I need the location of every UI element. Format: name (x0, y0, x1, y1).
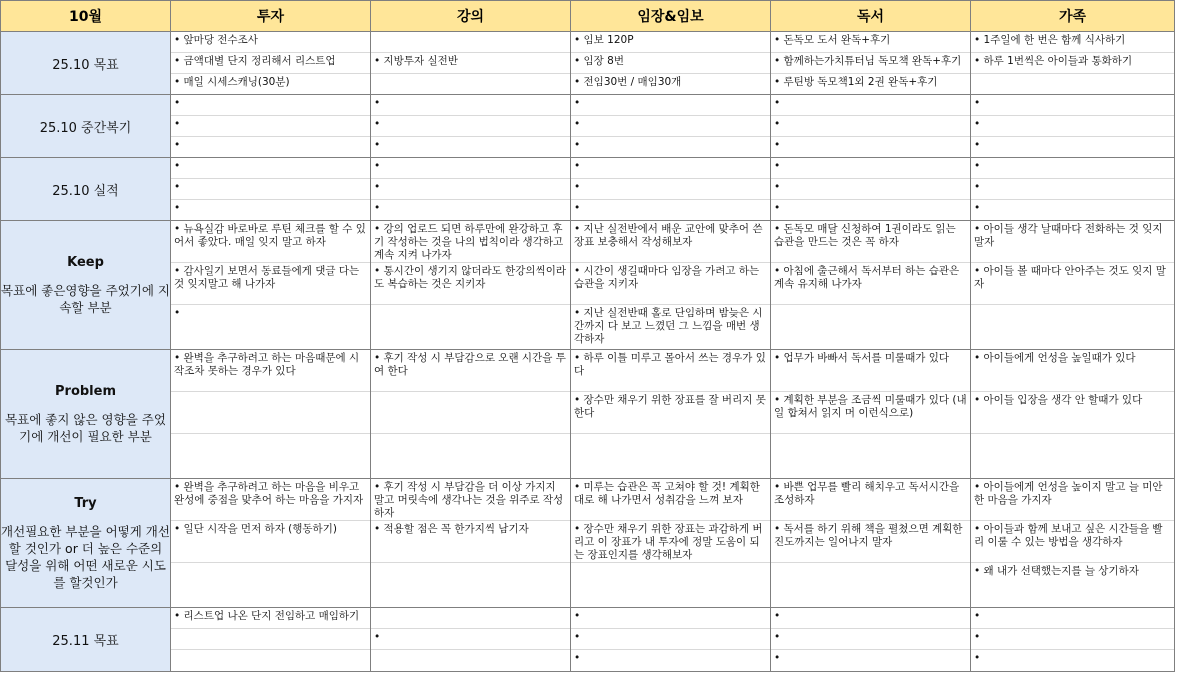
cell-line: • 앞마당 전수조사 (171, 32, 370, 53)
cell-line: • 하루 1번씩은 아이들과 통화하기 (971, 53, 1174, 74)
cell-line: • 적용할 점은 꼭 한가지씩 남기자 (371, 521, 570, 563)
cell-line: • 일단 시작을 먼저 하자 (행동하기) (171, 521, 370, 563)
cell-line (171, 650, 370, 671)
cell-line: • (171, 95, 370, 116)
cell-line: • 후기 작성 시 부담감으로 오랜 시간을 투여 한다 (371, 350, 570, 392)
cell-line: • (171, 116, 370, 137)
cell-line: • (371, 179, 570, 200)
cell-result-family[interactable] (971, 158, 1175, 221)
cell-line: • 아이들 입장을 생각 안 할때가 있다 (971, 392, 1174, 434)
cell-line (971, 305, 1174, 349)
cell-line: • 임장 8번 (571, 53, 770, 74)
cell-keep-reading[interactable] (771, 221, 971, 350)
cell-line: • 완벽을 추구하려고 하는 마음때문에 시작조차 못하는 경우가 있다 (171, 350, 370, 392)
cell-line: • (574, 652, 581, 664)
cell-mid-family[interactable] (971, 95, 1175, 158)
cell-line: • 1주일에 한 번은 함께 식사하기 (971, 32, 1174, 53)
cell-line: • (571, 629, 770, 650)
cell-goal-invest[interactable] (171, 32, 371, 95)
row-description: 개선필요한 부분을 어떻게 개선할 것인가 or 더 높은 수준의 달성을 위해 어떤 새로운 시도를 할것인가 (1, 523, 170, 590)
row-label-try[interactable] (1, 479, 171, 608)
cell-line: • (771, 608, 970, 629)
cell-problem-imjang[interactable] (571, 350, 771, 479)
cell-line: • 뉴욕실감 바로바로 루틴 체크를 할 수 있어서 좋았다. 매일 잊지 말고 하자 (171, 221, 370, 263)
cell-goal-family[interactable] (971, 32, 1175, 95)
cell-line: • 지방투자 실전반 (371, 53, 570, 74)
cell-line: • (774, 652, 781, 664)
cell-line: • (771, 95, 970, 116)
row-label-keep[interactable] (1, 221, 171, 350)
cell-line: • 리스트업 나온 단지 전임하고 매임하기 (171, 608, 370, 629)
row-keep (1, 221, 1175, 350)
cell-line: • 장수만 채우기 위한 장표는 과감하게 버리고 이 장표가 내 투자에 정말 도움이 되는 장표인지를 생각해보자 (571, 521, 770, 563)
cell-line (371, 32, 570, 53)
cell-keep-family[interactable] (971, 221, 1175, 350)
row-title: Problem (55, 383, 116, 399)
cell-result-imjang[interactable] (571, 158, 771, 221)
cell-line: • (571, 116, 770, 137)
cell-line (971, 74, 1174, 94)
cell-line: • (571, 158, 770, 179)
cell-try-imjang[interactable] (571, 479, 771, 608)
cell-line: • (971, 95, 1174, 116)
cell-problem-invest[interactable] (171, 350, 371, 479)
cell-line: • (771, 116, 970, 137)
cell-line: • (174, 202, 181, 214)
cell-line (771, 563, 970, 607)
cell-line: • 감사일기 보면서 동료들에게 댓글 다는 것 잊지말고 해 나가자 (171, 263, 370, 305)
row-mid (1, 95, 1175, 158)
row-label-mid[interactable] (1, 95, 171, 158)
cell-try-invest[interactable] (171, 479, 371, 608)
cell-line (371, 434, 570, 478)
cell-line: • (774, 139, 781, 151)
cell-mid-reading[interactable] (771, 95, 971, 158)
row-label-goal[interactable] (1, 32, 171, 95)
col-header-lecture[interactable]: 강의 (371, 1, 571, 32)
cell-next-imjang[interactable] (571, 608, 771, 672)
col-header-invest[interactable]: 투자 (171, 1, 371, 32)
cell-line: • (371, 116, 570, 137)
cell-line: • (174, 139, 181, 151)
cell-keep-imjang[interactable] (571, 221, 771, 350)
cell-line (971, 434, 1174, 478)
col-header-family[interactable]: 가족 (971, 1, 1175, 32)
cell-problem-family[interactable] (971, 350, 1175, 479)
cell-line (371, 563, 570, 607)
cell-line: • 아이들 생각 날때마다 전화하는 것 잊지 말자 (971, 221, 1174, 263)
col-header-reading[interactable]: 독서 (771, 1, 971, 32)
cell-line: • (571, 95, 770, 116)
cell-next-invest[interactable] (171, 608, 371, 672)
cell-line: • 후기 작성 시 부담감을 더 이상 가지지 말고 머릿속에 생각나는 것을 위주로 작성하자 (371, 479, 570, 521)
row-label-result[interactable] (1, 158, 171, 221)
cell-line: • 지난 실전반때 홀로 단임하며 밤늦은 시간까지 다 보고 느꼈던 그 느낌을 매번 생각하자 (574, 307, 763, 345)
row-label-text: 25.11 목표 (52, 634, 119, 649)
cell-line: • 지난 실전반에서 배운 교안에 맞추어 쓴 장표 보충해서 작성해보자 (571, 221, 770, 263)
cell-line: • (371, 95, 570, 116)
cell-line: • 업무가 바빠서 독서를 미룰때가 있다 (771, 350, 970, 392)
cell-line: • 임보 120P (571, 32, 770, 53)
cell-line: • 루틴방 독모책1외 2권 완독+후기 (774, 76, 938, 88)
row-label-text: 25.10 실적 (52, 183, 119, 199)
cell-line: • 아이들에게 언성을 높일때가 있다 (971, 350, 1174, 392)
cell-line (171, 434, 370, 478)
cell-line (371, 608, 570, 629)
cell-keep-lecture[interactable] (371, 221, 571, 350)
cell-goal-reading[interactable] (771, 32, 971, 95)
cell-line: • 금액대별 단지 정리해서 리스트업 (171, 53, 370, 74)
cell-line: • (771, 179, 970, 200)
cell-line: • (974, 139, 981, 151)
cell-mid-imjang[interactable] (571, 95, 771, 158)
month-header[interactable]: 10월 (1, 1, 171, 32)
cell-next-reading[interactable] (771, 608, 971, 672)
cell-line: • 아이들과 함께 보내고 싶은 시간들을 빨리 이룰 수 있는 방법을 생각하자 (971, 521, 1174, 563)
cell-line (571, 434, 770, 478)
row-goal (1, 32, 1175, 95)
cell-line: • 하루 이틀 미루고 몰아서 쓰는 경우가 있다 (571, 350, 770, 392)
cell-result-lecture[interactable] (371, 158, 571, 221)
cell-line: • 돈독모 도서 완독+후기 (771, 32, 970, 53)
cell-line: • 전임30번 / 매임30개 (574, 76, 682, 88)
cell-line: • 왜 내가 선택했는지를 늘 상기하자 (974, 565, 1139, 577)
row-try (1, 479, 1175, 608)
cell-line: • (574, 139, 581, 151)
cell-line: • (974, 202, 981, 214)
cell-line: • (571, 608, 770, 629)
cell-line: • (971, 629, 1174, 650)
cell-line (371, 650, 570, 671)
cell-line (171, 392, 370, 434)
cell-line: • (771, 629, 970, 650)
cell-keep-invest[interactable] (171, 221, 371, 350)
cell-line: • (171, 179, 370, 200)
cell-problem-lecture[interactable] (371, 350, 571, 479)
cell-line: • 아이들에게 언성을 높이지 말고 늘 미안한 마음을 가지자 (971, 479, 1174, 521)
cell-line: • (971, 158, 1174, 179)
cell-line: • (374, 202, 381, 214)
cell-line (771, 434, 970, 478)
cell-result-reading[interactable] (771, 158, 971, 221)
cell-goal-lecture[interactable] (371, 32, 571, 95)
cell-line: • (971, 179, 1174, 200)
cell-line: • (971, 116, 1174, 137)
cell-line: • 계획한 부분을 조금씩 미룰때가 있다 (내일 합쳐서 읽지 머 이런식으로) (771, 392, 970, 434)
row-label-text: 25.10 중간복기 (39, 120, 132, 136)
cell-line: • 바쁜 업무를 빨리 해치우고 독서시간을 조성하자 (771, 479, 970, 521)
cell-line: • (371, 629, 570, 650)
row-label-text: 25.10 목표 (52, 57, 119, 73)
cell-mid-invest[interactable] (171, 95, 371, 158)
row-description: 목표에 좋은영향을 주었기에 지속할 부분 (1, 282, 170, 315)
cell-line: • (571, 179, 770, 200)
cell-try-reading[interactable] (771, 479, 971, 608)
cell-line: • (374, 139, 381, 151)
cell-line: • 강의 업로드 되면 하루만에 완강하고 후기 작성하는 것을 나의 법칙이라 생각하고 계속 지켜 나가자 (371, 221, 570, 263)
row-result (1, 158, 1175, 221)
cell-line: • 아침에 출근해서 독서부터 하는 습관은 계속 유지해 나가자 (771, 263, 970, 305)
cell-mid-lecture[interactable] (371, 95, 571, 158)
cell-line (171, 563, 370, 607)
cell-line: • 완벽을 추구하려고 하는 마음을 비우고 완성에 중점을 맞추어 하는 마음을 가지자 (171, 479, 370, 521)
cell-problem-reading[interactable] (771, 350, 971, 479)
cell-line: • 시간이 생길때마다 임장을 가려고 하는 습관을 지키자 (571, 263, 770, 305)
cell-line: • (971, 608, 1174, 629)
cell-line: • 미루는 습관은 꼭 고쳐야 할 것! 계획한 대로 해 나가면서 성취감을 느껴 보자 (571, 479, 770, 521)
cell-line (171, 629, 370, 650)
cell-line: • (174, 307, 181, 319)
cell-line (371, 74, 570, 94)
cell-line: • 매일 시세스캐닝(30분) (174, 76, 290, 88)
cell-goal-imjang[interactable] (571, 32, 771, 95)
cell-try-lecture[interactable] (371, 479, 571, 608)
header-row (1, 1, 1175, 32)
cell-line: • 통시간이 생기지 않더라도 한강의씩이라도 복습하는 것은 지키자 (371, 263, 570, 305)
row-title: Try (74, 495, 97, 511)
cell-line: • (574, 202, 581, 214)
cell-line: • (171, 158, 370, 179)
cell-line: • (371, 158, 570, 179)
cell-line: • 돈독모 매달 신청하여 1권이라도 읽는 습관을 만드는 것은 꼭 하자 (771, 221, 970, 263)
row-description: 목표에 좋지 않은 영향을 주었기에 개선이 필요한 부분 (5, 411, 166, 444)
cell-next-lecture[interactable] (371, 608, 571, 672)
cell-line (771, 305, 970, 349)
row-label-problem[interactable] (1, 350, 171, 479)
cell-next-family[interactable] (971, 608, 1175, 672)
cell-line (371, 305, 570, 349)
row-label-next[interactable] (1, 608, 171, 672)
row-title: Keep (67, 254, 104, 270)
cell-line: • (771, 158, 970, 179)
cell-line: • 아이들 볼 때마다 안아주는 것도 잊지 말자 (971, 263, 1174, 305)
cell-line: • 독서를 하기 위해 책을 펼쳤으면 계획한 진도까지는 일어나지 말자 (771, 521, 970, 563)
cell-try-family[interactable] (971, 479, 1175, 608)
cell-line: • (774, 202, 781, 214)
cell-result-invest[interactable] (171, 158, 371, 221)
row-next (1, 608, 1175, 672)
cell-line: • 함께하는가치튜터님 독모책 완독+후기 (771, 53, 970, 74)
row-problem (1, 350, 1175, 479)
cell-line: • (974, 652, 981, 664)
cell-line: • 장수만 채우기 위한 장표를 잘 버리지 못한다 (571, 392, 770, 434)
cell-line (371, 392, 570, 434)
col-header-imjang[interactable]: 임장&임보 (571, 1, 771, 32)
cell-line (571, 563, 770, 607)
